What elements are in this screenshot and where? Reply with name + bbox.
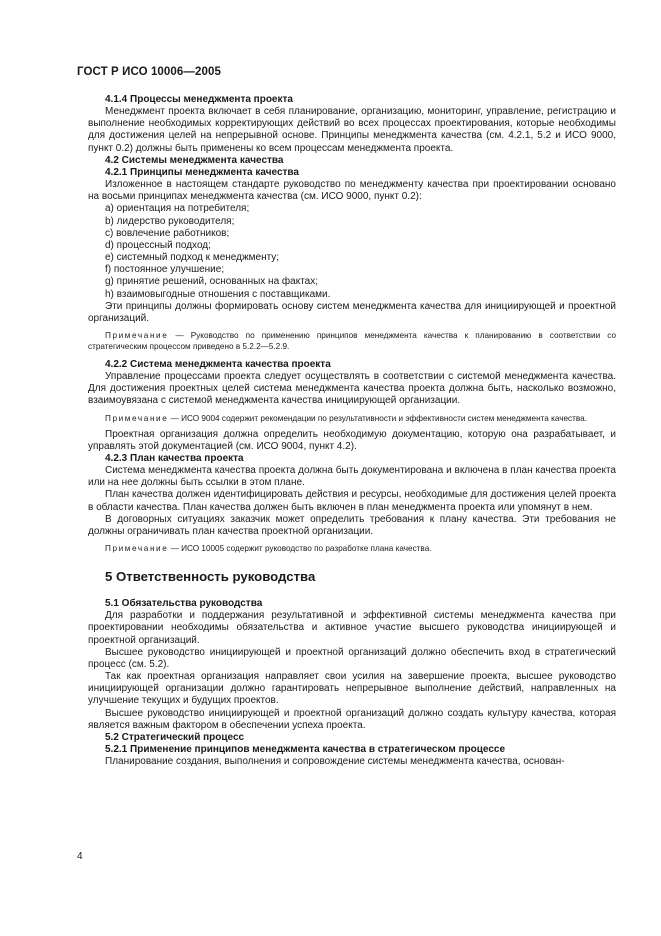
paragraph: Эти принципы должны формировать основу систем менеджмента качества для инициирующей и проектной организаций. — [88, 300, 616, 324]
list-item: d) процессный подход; — [105, 239, 211, 251]
paragraph: Высшее руководство инициирующей и проектной организаций должно обеспечить вход в стратегический процесс (см. 5.2). — [88, 646, 616, 670]
note-label: Примечание — [105, 330, 169, 340]
heading-4-2-2: 4.2.2 Система менеджмента качества проекта — [105, 358, 331, 370]
paragraph: Проектная организация должна определить необходимую документацию, которую она разрабатывает, и управлять этой документацией (см. ИСО 9004, пункт 4.2). — [88, 428, 616, 452]
note — [88, 543, 616, 554]
note — [88, 413, 616, 424]
list-item: g) принятие решений, основанных на фактах; — [105, 276, 318, 288]
list-item: h) взаимовыгодные отношения с поставщиками. — [105, 288, 331, 300]
list-item: a) ориентация на потребителя; — [105, 203, 250, 215]
page-number: 4 — [77, 851, 83, 862]
paragraph: Так как проектная организация направляет свои усилия на завершение проекта, высшее руководство инициирующей организации должно гарантировать непрерывное выполнение действий, направленных на улучшение текущих и будущих проектов. — [88, 671, 616, 707]
page-content — [88, 94, 616, 768]
list-item: e) системный подход к менеджменту; — [105, 252, 280, 264]
note-text: — ИСО 9004 содержит рекомендации по результативности и эффективности систем менеджмента качества. — [168, 413, 587, 423]
list-item: c) вовлечение работников; — [105, 227, 230, 239]
note — [88, 330, 616, 352]
paragraph: Управление процессами проекта следует осуществлять в соответствии с системой менеджмента качества. Для достижения проектных целей система менеджмента качества проекта должна быть, насколько возможно, взаимоувязана с системой менеджмента качества инициирующей организации. — [88, 371, 616, 407]
paragraph: План качества должен идентифицировать действия и ресурсы, необходимые для достижения целей проекта в области качества. План качества должен быть включен в план менеджмента проекта или упомянут в нем. — [88, 489, 616, 513]
paragraph: Менеджмент проекта включает в себя планирование, организацию, мониторинг, управление, регистрацию и выполнение необходимых корректирующих действий во всех процессах проектирования, которые необходимы для достижения целей на непрерывной основе. Принципы менеджмента качества (см. 4.2.1, 5.2 и ИСО 9000, пункт 0.2) должны быть применены ко всем процессам менеджмента проекта. — [88, 106, 616, 154]
heading-4-2: 4.2 Системы менеджмента качества — [105, 154, 284, 166]
document-header: ГОСТ Р ИСО 10006—2005 — [77, 66, 222, 78]
list-item: b) лидерство руководителя; — [105, 215, 235, 227]
paragraph: Система менеджмента качества проекта должна быть документирована и включена в план качества проекта или на нее должны быть ссылки в этом плане. — [88, 465, 616, 489]
heading-4-1-4: 4.1.4 Процессы менеджмента проекта — [105, 94, 293, 105]
note-label: Примечание — [105, 413, 169, 423]
heading-5-1: 5.1 Обязательства руководства — [105, 598, 263, 610]
note-text: — Руководство по применению принципов менеджмента качества к планированию в соответствии со стратегическим процессом приведено в 5.2.2—5.2.9. — [88, 330, 616, 351]
paragraph: Для разработки и поддержания результативной и эффективной системы менеджмента качества при проектировании необходимы обязательства и активное участие высшего руководства инициирующей и проектной организаций. — [88, 610, 616, 646]
paragraph: Планирование создания, выполнения и сопровождение системы менеджмента качества, основан- — [105, 756, 565, 768]
heading-5-2-1: 5.2.1 Применение принципов менеджмента качества в стратегическом процессе — [105, 744, 506, 756]
list-item: f) постоянное улучшение; — [105, 264, 225, 276]
heading-4-2-1: 4.2.1 Принципы менеджмента качества — [105, 166, 299, 178]
paragraph: Изложенное в настоящем стандарте руководство по менеджменту качества при проектировании основано на восьми принципах менеджмента качества (см. ИСО 9000, пункт 0.2): — [88, 179, 616, 203]
heading-4-2-3: 4.2.3 План качества проекта — [105, 452, 244, 464]
paragraph: Высшее руководство инициирующей и проектной организаций должно создать культуру качества, которая является важным фактором в обеспечении успеха проекта. — [88, 707, 616, 731]
note-label: Примечание — [105, 544, 169, 553]
note-text: — ИСО 10005 содержит руководство по разработке плана качества. — [168, 544, 432, 553]
paragraph: В договорных ситуациях заказчик может определить требования к плану качества. Эти требования не должны ограничивать план качества проектной организации. — [88, 513, 616, 537]
heading-5: 5 Ответственность руководства — [105, 569, 316, 584]
heading-5-2: 5.2 Стратегический процесс — [105, 731, 245, 743]
